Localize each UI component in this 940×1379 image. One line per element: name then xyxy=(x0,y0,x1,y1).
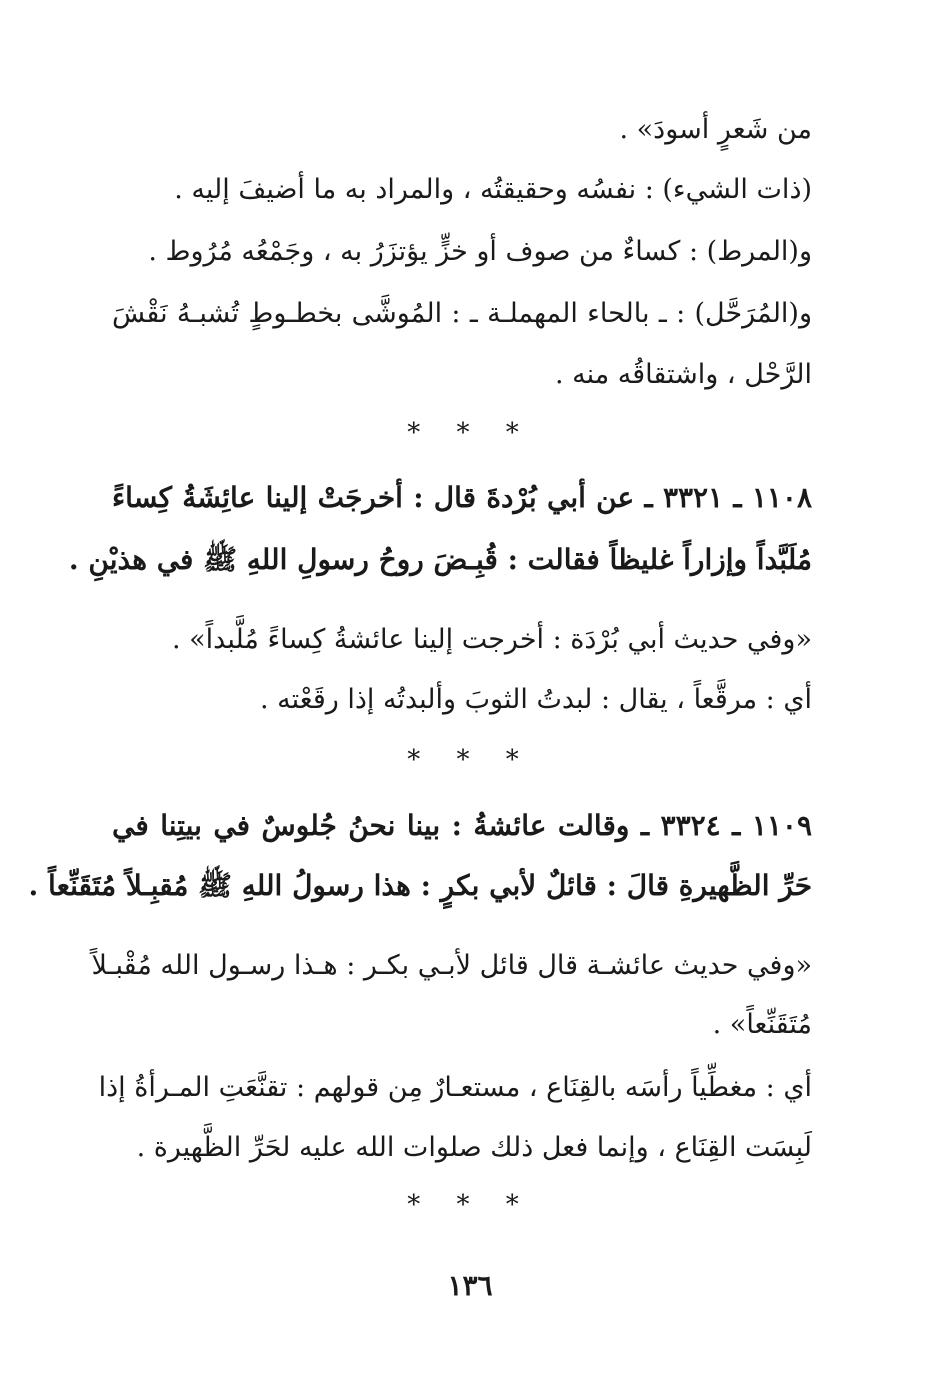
text-line: (ذات الشيء) : نفسُه وحقيقتُه ، والمراد به ما أضيفَ إليه . xyxy=(174,174,812,205)
text-line: و(المُرَحَّل) : ـ بالحاء المهملـة ـ : المُوشَّى بخطـوطٍ تُشبـهُ نَقْشَ xyxy=(112,298,812,329)
text-line: من شَعرٍ أسودَ» . xyxy=(619,114,812,145)
text-line: مُتَقَنِّعاً» . xyxy=(712,1009,812,1040)
text-line: الرَّحْل ، واشتقاقُه منه . xyxy=(554,359,812,390)
page-number: ١٣٦ xyxy=(447,1269,493,1302)
hadith-line: مُلَبَّداً وإزاراً غليظاً فقالت : قُبِـضَ روحُ رسولِ اللهِ ﷺ في هذيْنِ . xyxy=(68,543,812,576)
hadith-line: ١١٠٨ ـ ٣٣٢١ ـ عن أبي بُرْدةَ قال : أخرجَتْ إلينا عائِشَةُ كِساءً xyxy=(112,481,812,514)
text-line: «وفي حديث أبي بُرْدَة : أخرجت إلينا عائشةُ كِساءً مُلَّبداً» . xyxy=(171,624,812,655)
section-separator: * * * xyxy=(407,745,533,775)
text-line: أي : مرقَّعاً ، يقال : لبدتُ الثوبَ وألبدتُه إذا رقَعْته . xyxy=(260,684,812,715)
hadith-line: ١١٠٩ ـ ٣٣٢٤ ـ وقالت عائشةُ : بينا نحنُ جُلوسٌ في بيتِنا في xyxy=(112,809,812,842)
text-line: أي : مغطِّياً رأسَه بالقِنَاع ، مستعـارٌ مِن قولهم : تقنَّعَتِ المـرأةُ إذا xyxy=(98,1072,812,1103)
text-line: «وفي حديث عائشـة قال قائل لأبـي بكـر : هـذا رسـول الله مُقْبـلاً xyxy=(91,950,812,981)
section-separator: * * * xyxy=(407,1190,533,1220)
text-line: و(المرط) : كساءٌ من صوف أو خزٍّ يؤتزَرُ به ، وجَمْعُه مُرُوط . xyxy=(148,236,812,267)
hadith-line: حَرِّ الظَّهيرةِ قالَ : قائلٌ لأبي بكرٍ : هذا رسولُ اللهِ ﷺ مُقبِـلاً مُتَقَنِّعاً . xyxy=(28,869,812,902)
text-line: لَبِسَت القِنَاع ، وإنما فعل ذلك صلوات الله عليه لحَرِّ الظَّهيرة . xyxy=(136,1132,812,1163)
section-separator: * * * xyxy=(407,418,533,448)
